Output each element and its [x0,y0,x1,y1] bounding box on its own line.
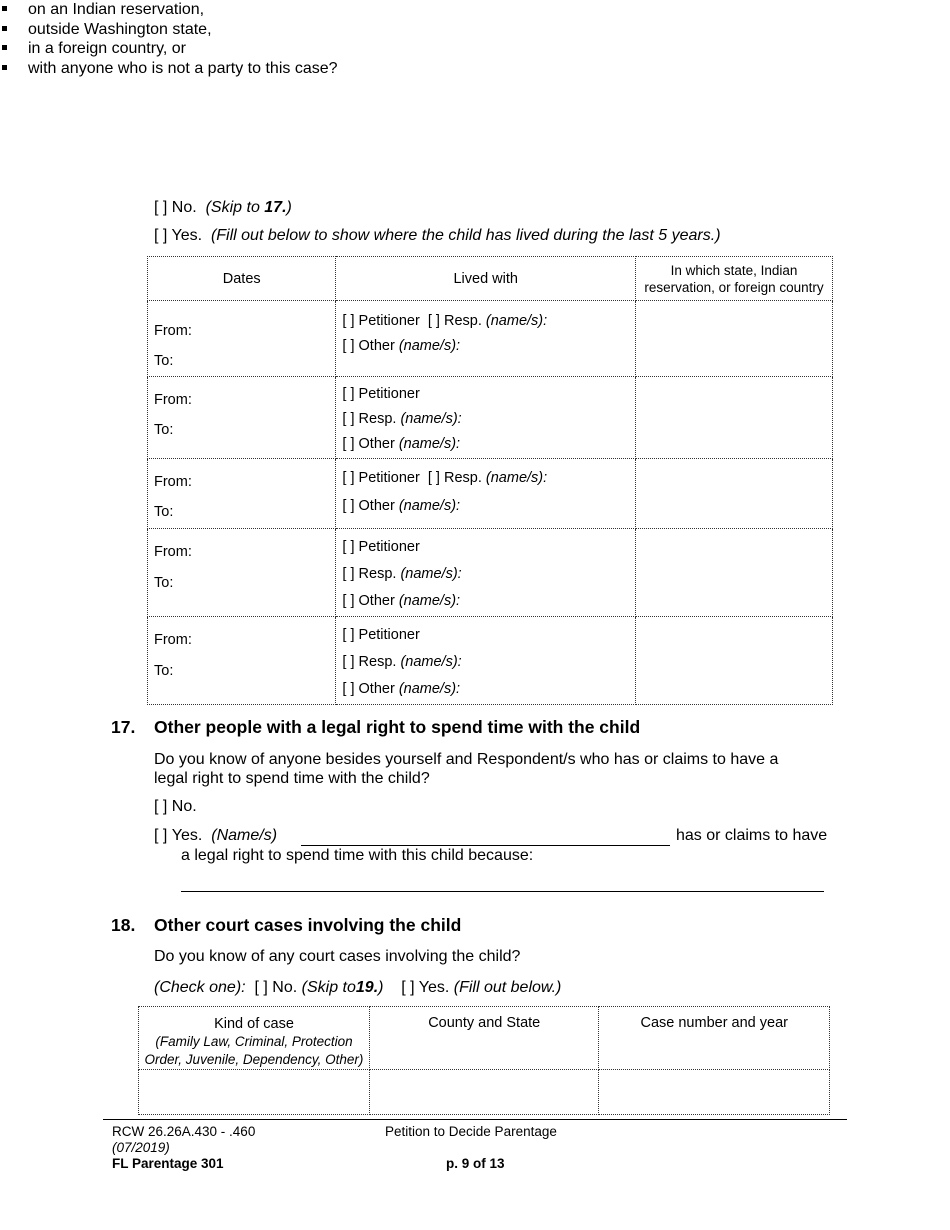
table-row [148,459,833,529]
residence-history-table [147,256,833,705]
dates-cell[interactable]: From: To: [148,377,336,459]
county-state-cell[interactable] [369,1070,599,1115]
s18-no-checkbox[interactable]: [ ] [254,979,268,996]
bullet-item: with anyone who is not a party to this case? [0,59,950,79]
q16-no-checkbox[interactable]: [ ] [154,199,168,216]
footer-date: (07/2019) [112,1140,170,1155]
county-state-header: County and State [369,1007,599,1070]
location-cell[interactable] [636,377,833,459]
dates-cell[interactable]: From: To: [148,301,336,377]
resp-checkbox[interactable]: [ ] [342,654,355,670]
location-cell[interactable] [636,617,833,705]
section-17-title: Other people with a legal right to spend time with the child [154,717,641,737]
resp-checkbox[interactable]: [ ] [427,313,440,329]
s18-check-one: (Check one): [ ] No. (Skip to19.) [ ] Yes. (Fill out below.) [154,979,562,996]
dates-cell[interactable]: From: To: [148,459,336,529]
section-18-number: 18. [111,915,136,935]
footer-left [112,1124,255,1172]
petitioner-checkbox[interactable]: [ ] [342,470,355,486]
resp-checkbox[interactable]: [ ] [342,411,355,427]
location-header: In which state, Indian reservation, or foreign country [636,257,833,301]
kind-of-case-header: Kind of case (Family Law, Criminal, Protection Order, Juvenile, Dependency, Other) [139,1007,370,1070]
section-17-number: 17. [111,717,136,737]
footer-form: FL Parentage 301 [112,1156,224,1171]
table-header-row [139,1007,830,1070]
dates-header: Dates [148,257,336,301]
location-bullet-list [0,0,950,78]
section-18-question: Do you know of any court cases involving the child? [154,948,521,965]
q16-no-option: [ ] No. (Skip to 17.) [154,199,292,216]
resp-checkbox[interactable]: [ ] [427,470,440,486]
s17-no-option: [ ] No. [154,798,197,815]
case-number-cell[interactable] [599,1070,830,1115]
lived-with-cell: [ ] Petitioner [ ] Resp. (name/s): [ ] Other (name/s): [336,617,636,705]
s17-claims-text: has or claims to have [676,827,828,844]
petitioner-checkbox[interactable]: [ ] [342,386,355,402]
bullet-square-icon [2,6,7,11]
section-17-question: Do you know of anyone besides yourself and Respondent/s who has or claims to have a legal right to spend time with the child? [154,751,779,787]
bullet-item: outside Washington state, [0,20,950,40]
bullet-square-icon [2,26,7,31]
s17-no-checkbox[interactable]: [ ] [154,798,168,815]
petitioner-checkbox[interactable]: [ ] [342,539,355,555]
table-row [148,301,833,377]
s17-yes-option: [ ] Yes. (Name/s) [154,827,278,844]
q16-yes-checkbox[interactable]: [ ] [154,227,168,244]
footer-rule [103,1119,847,1120]
petitioner-checkbox[interactable]: [ ] [342,313,355,329]
location-cell[interactable] [636,529,833,617]
s18-yes-checkbox[interactable]: [ ] [401,979,415,996]
lived-with-cell: [ ] Petitioner [ ] Resp. (name/s): [ ] Other (name/s): [336,459,636,529]
footer-page: p. 9 of 13 [446,1156,505,1171]
table-row [148,617,833,705]
bullet-square-icon [2,45,7,50]
lived-with-header: Lived with [336,257,636,301]
footer-title: Petition to Decide Parentage [385,1124,557,1139]
s17-reason-line[interactable] [181,891,824,892]
resp-checkbox[interactable]: [ ] [342,566,355,582]
other-checkbox[interactable]: [ ] [342,681,355,697]
table-row [148,529,833,617]
table-row [139,1070,830,1115]
petitioner-checkbox[interactable]: [ ] [342,627,355,643]
other-checkbox[interactable]: [ ] [342,338,355,354]
q16-yes-option: [ ] Yes. (Fill out below to show where the child has lived during the last 5 years.) [154,227,721,244]
s17-yes-checkbox[interactable]: [ ] [154,827,168,844]
dates-cell[interactable]: From: To: [148,617,336,705]
table-row [148,377,833,459]
other-checkbox[interactable]: [ ] [342,498,355,514]
location-cell[interactable] [636,459,833,529]
case-number-header: Case number and year [599,1007,830,1070]
kind-of-case-cell[interactable] [139,1070,370,1115]
lived-with-cell: [ ] Petitioner [ ] Resp. (name/s): [ ] Other (name/s): [336,529,636,617]
dates-cell[interactable]: From: To: [148,529,336,617]
footer-rcw: RCW 26.26A.430 - .460 [112,1124,256,1139]
table-header-row [148,257,833,301]
s17-name-line[interactable] [301,845,670,846]
location-cell[interactable] [636,301,833,377]
other-checkbox[interactable]: [ ] [342,436,355,452]
other-checkbox[interactable]: [ ] [342,593,355,609]
bullet-item: in a foreign country, or [0,39,950,59]
bullet-square-icon [2,65,7,70]
lived-with-cell: [ ] Petitioner [ ] Resp. (name/s): [ ] Other (name/s): [336,301,636,377]
lived-with-cell: [ ] Petitioner [ ] Resp. (name/s): [ ] Other (name/s): [336,377,636,459]
section-18-title: Other court cases involving the child [154,915,462,935]
court-cases-table [138,1006,830,1115]
s17-because-text: a legal right to spend time with this child because: [181,847,534,864]
bullet-item: on an Indian reservation, [0,0,950,20]
